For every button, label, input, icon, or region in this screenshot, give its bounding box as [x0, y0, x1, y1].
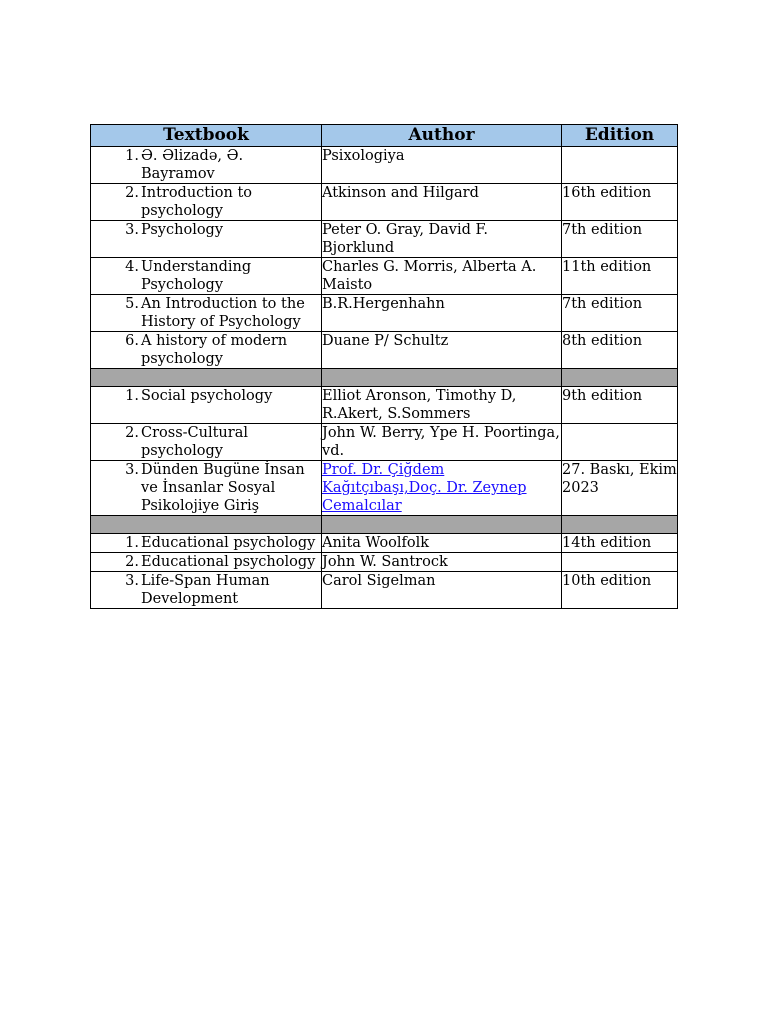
edition-cell	[562, 424, 678, 461]
separator-cell	[562, 369, 678, 387]
textbook-title: Social psychology	[141, 388, 273, 404]
list-item	[91, 424, 321, 460]
edition-cell: 7th edition	[562, 295, 678, 332]
textbook-title: An Introduction to the History of Psychology	[141, 296, 305, 330]
author-name: John W. Santrock	[322, 554, 448, 570]
table-row	[91, 221, 678, 258]
author-cell	[322, 424, 562, 461]
textbook-cell	[91, 424, 322, 461]
item-number: 1.	[125, 148, 139, 164]
author-cell	[322, 147, 562, 184]
author-cell	[322, 572, 562, 609]
list-item	[91, 387, 321, 405]
textbook-cell	[91, 295, 322, 332]
author-cell	[322, 553, 562, 572]
author-name: Psixologiya	[322, 148, 405, 164]
table-row	[91, 258, 678, 295]
edition-cell: 7th edition	[562, 221, 678, 258]
edition-cell: 10th edition	[562, 572, 678, 609]
item-number: 6.	[125, 333, 139, 349]
separator-cell	[322, 369, 562, 387]
textbook-title: Introduction to psychology	[141, 185, 252, 219]
section-separator	[91, 369, 678, 387]
textbook-title: Educational psychology	[141, 554, 316, 570]
textbook-cell	[91, 184, 322, 221]
author-name: Peter O. Gray, David F. Bjorklund	[322, 222, 488, 256]
list-item	[91, 258, 321, 294]
item-number: 3.	[125, 222, 139, 238]
item-number: 2.	[125, 185, 139, 201]
textbook-cell	[91, 221, 322, 258]
textbook-title: Ə. Əlizadə, Ə. Bayramov	[141, 148, 244, 182]
textbook-title: Dünden Bugüne İnsan ve İnsanlar Sosyal Psikolojiye Giriş	[141, 462, 305, 514]
list-item	[91, 147, 321, 183]
separator-cell	[91, 516, 322, 534]
author-name: Atkinson and Hilgard	[322, 185, 479, 201]
author-link[interactable]: Prof. Dr. Çiğdem Kağıtçıbaşı,Doç. Dr. Zeynep Cemalcılar	[322, 462, 527, 514]
author-cell	[322, 534, 562, 553]
table-row	[91, 553, 678, 572]
header-edition: Edition	[562, 125, 678, 147]
table-row	[91, 387, 678, 424]
edition-cell	[562, 553, 678, 572]
edition-cell: 16th edition	[562, 184, 678, 221]
item-number: 1.	[125, 535, 139, 551]
textbook-title: Cross-Cultural psychology	[141, 425, 248, 459]
author-cell	[322, 387, 562, 424]
edition-cell: 11th edition	[562, 258, 678, 295]
textbook-cell	[91, 461, 322, 516]
edition-cell: 14th edition	[562, 534, 678, 553]
table-row	[91, 184, 678, 221]
list-item	[91, 461, 321, 515]
table-row	[91, 572, 678, 609]
table-row	[91, 295, 678, 332]
header-textbook: Textbook	[91, 125, 322, 147]
author-name: Anita Woolfolk	[322, 535, 430, 551]
author-cell	[322, 295, 562, 332]
textbook-title: Life-Span Human Development	[141, 573, 270, 607]
item-number: 2.	[125, 554, 139, 570]
list-item	[91, 221, 321, 239]
textbook-cell	[91, 258, 322, 295]
textbook-table	[90, 124, 678, 609]
table-row	[91, 147, 678, 184]
table-row	[91, 332, 678, 369]
item-number: 1.	[125, 388, 139, 404]
item-number: 3.	[125, 462, 139, 478]
edition-cell: 9th edition	[562, 387, 678, 424]
textbook-title: A history of modern psychology	[141, 333, 288, 367]
list-item	[91, 572, 321, 608]
list-item	[91, 184, 321, 220]
header-author: Author	[322, 125, 562, 147]
author-name: John W. Berry, Ype H. Poortinga, vd.	[322, 425, 560, 459]
section-separator	[91, 516, 678, 534]
author-cell	[322, 184, 562, 221]
item-number: 5.	[125, 296, 139, 312]
author-name: Charles G. Morris, Alberta A. Maisto	[322, 259, 537, 293]
textbook-cell	[91, 534, 322, 553]
edition-cell	[562, 147, 678, 184]
author-cell	[322, 461, 562, 516]
edition-cell: 27. Baskı, Ekim 2023	[562, 461, 678, 516]
author-cell	[322, 221, 562, 258]
textbook-title: Psychology	[141, 222, 224, 238]
textbook-title: Educational psychology	[141, 535, 316, 551]
textbook-cell	[91, 147, 322, 184]
header-row	[91, 125, 678, 147]
textbook-cell	[91, 572, 322, 609]
textbook-cell	[91, 387, 322, 424]
author-name: B.R.Hergenhahn	[322, 296, 445, 312]
table-row	[91, 424, 678, 461]
list-item	[91, 553, 321, 571]
separator-cell	[322, 516, 562, 534]
table-row	[91, 461, 678, 516]
author-name: Elliot Aronson, Timothy D, R.Akert, S.Sommers	[322, 388, 517, 422]
edition-cell: 8th edition	[562, 332, 678, 369]
textbook-cell	[91, 553, 322, 572]
item-number: 4.	[125, 259, 139, 275]
author-cell	[322, 258, 562, 295]
author-cell	[322, 332, 562, 369]
list-item	[91, 295, 321, 331]
separator-cell	[562, 516, 678, 534]
author-name: Duane P/ Schultz	[322, 333, 449, 349]
list-item	[91, 332, 321, 368]
list-item	[91, 534, 321, 552]
textbook-cell	[91, 332, 322, 369]
table-row	[91, 534, 678, 553]
textbook-title: Understanding Psychology	[141, 259, 252, 293]
item-number: 3.	[125, 573, 139, 589]
separator-cell	[91, 369, 322, 387]
author-name: Carol Sigelman	[322, 573, 436, 589]
item-number: 2.	[125, 425, 139, 441]
